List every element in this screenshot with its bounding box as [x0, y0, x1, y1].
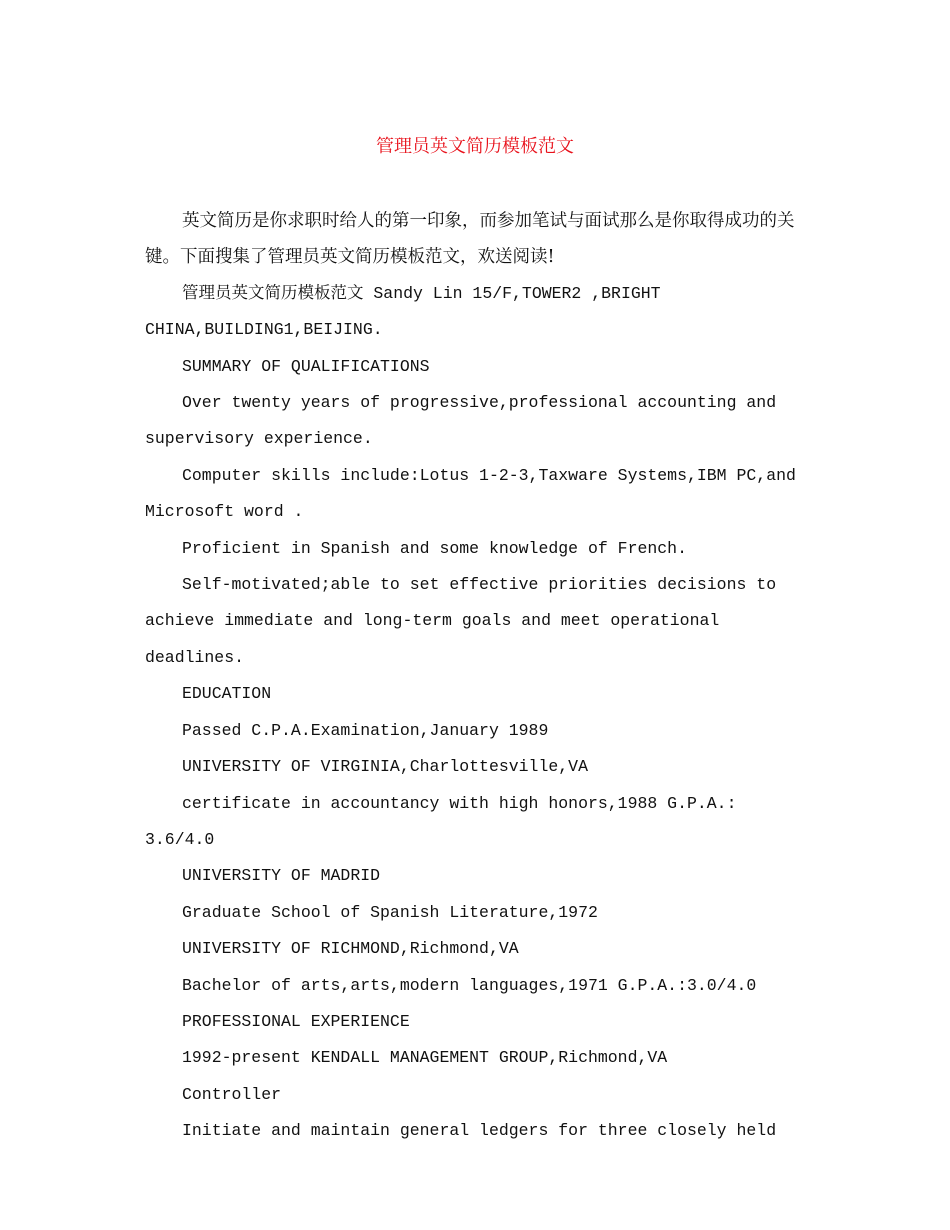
education-item: UNIVERSITY OF VIRGINIA,Charlottesville,VA [182, 757, 588, 777]
education-item: Bachelor of arts,arts,modern languages,1971 G.P.A.:3.0/4.0 [182, 975, 757, 995]
education-item: Graduate School of Spanish Literature,1972 [182, 902, 598, 922]
education-item: Passed C.P.A.Examination,January 1989 [182, 720, 549, 740]
resume-header-line: 管理员英文简历模板范文 Sandy Lin 15/F,TOWER2 ,BRIGHT CHINA,BUILDING1,BEIJING. [145, 283, 661, 340]
document-body [145, 203, 805, 1150]
qualification-item: Computer skills include:Lotus 1-2-3,Taxware Systems,IBM PC,and Microsoft word . [145, 465, 796, 522]
qualification-item: Over twenty years of progressive,professional accounting and supervisory experience. [145, 393, 777, 449]
experience-item: Controller [182, 1084, 282, 1104]
qualification-item: Proficient in Spanish and some knowledge of French. [182, 538, 687, 558]
education-item: certificate in accountancy with high honors,1988 G.P.A.: 3.6/4.0 [145, 793, 737, 849]
section-heading-summary: SUMMARY OF QUALIFICATIONS [182, 356, 430, 376]
education-item: UNIVERSITY OF MADRID [182, 866, 381, 886]
section-heading-experience: PROFESSIONAL EXPERIENCE [182, 1011, 410, 1031]
experience-item: 1992-present KENDALL MANAGEMENT GROUP,Richmond,VA [182, 1048, 668, 1068]
document-title: 管理员英文简历模板范文 [376, 136, 574, 157]
section-heading-education: EDUCATION [182, 684, 272, 704]
education-item: UNIVERSITY OF RICHMOND,Richmond,VA [182, 939, 519, 959]
qualification-item: Self-motivated;able to set effective priorities decisions to achieve immediate and long-term goals and meet operational deadlines. [145, 575, 777, 667]
experience-item: Initiate and maintain general ledgers for three closely held [182, 1121, 777, 1141]
intro-paragraph: 英文简历是你求职时给人的第一印象，而参加笔试与面试那么是你取得成功的关键。下面搜集了管理员英文简历模板范文，欢送阅读! [145, 211, 795, 268]
